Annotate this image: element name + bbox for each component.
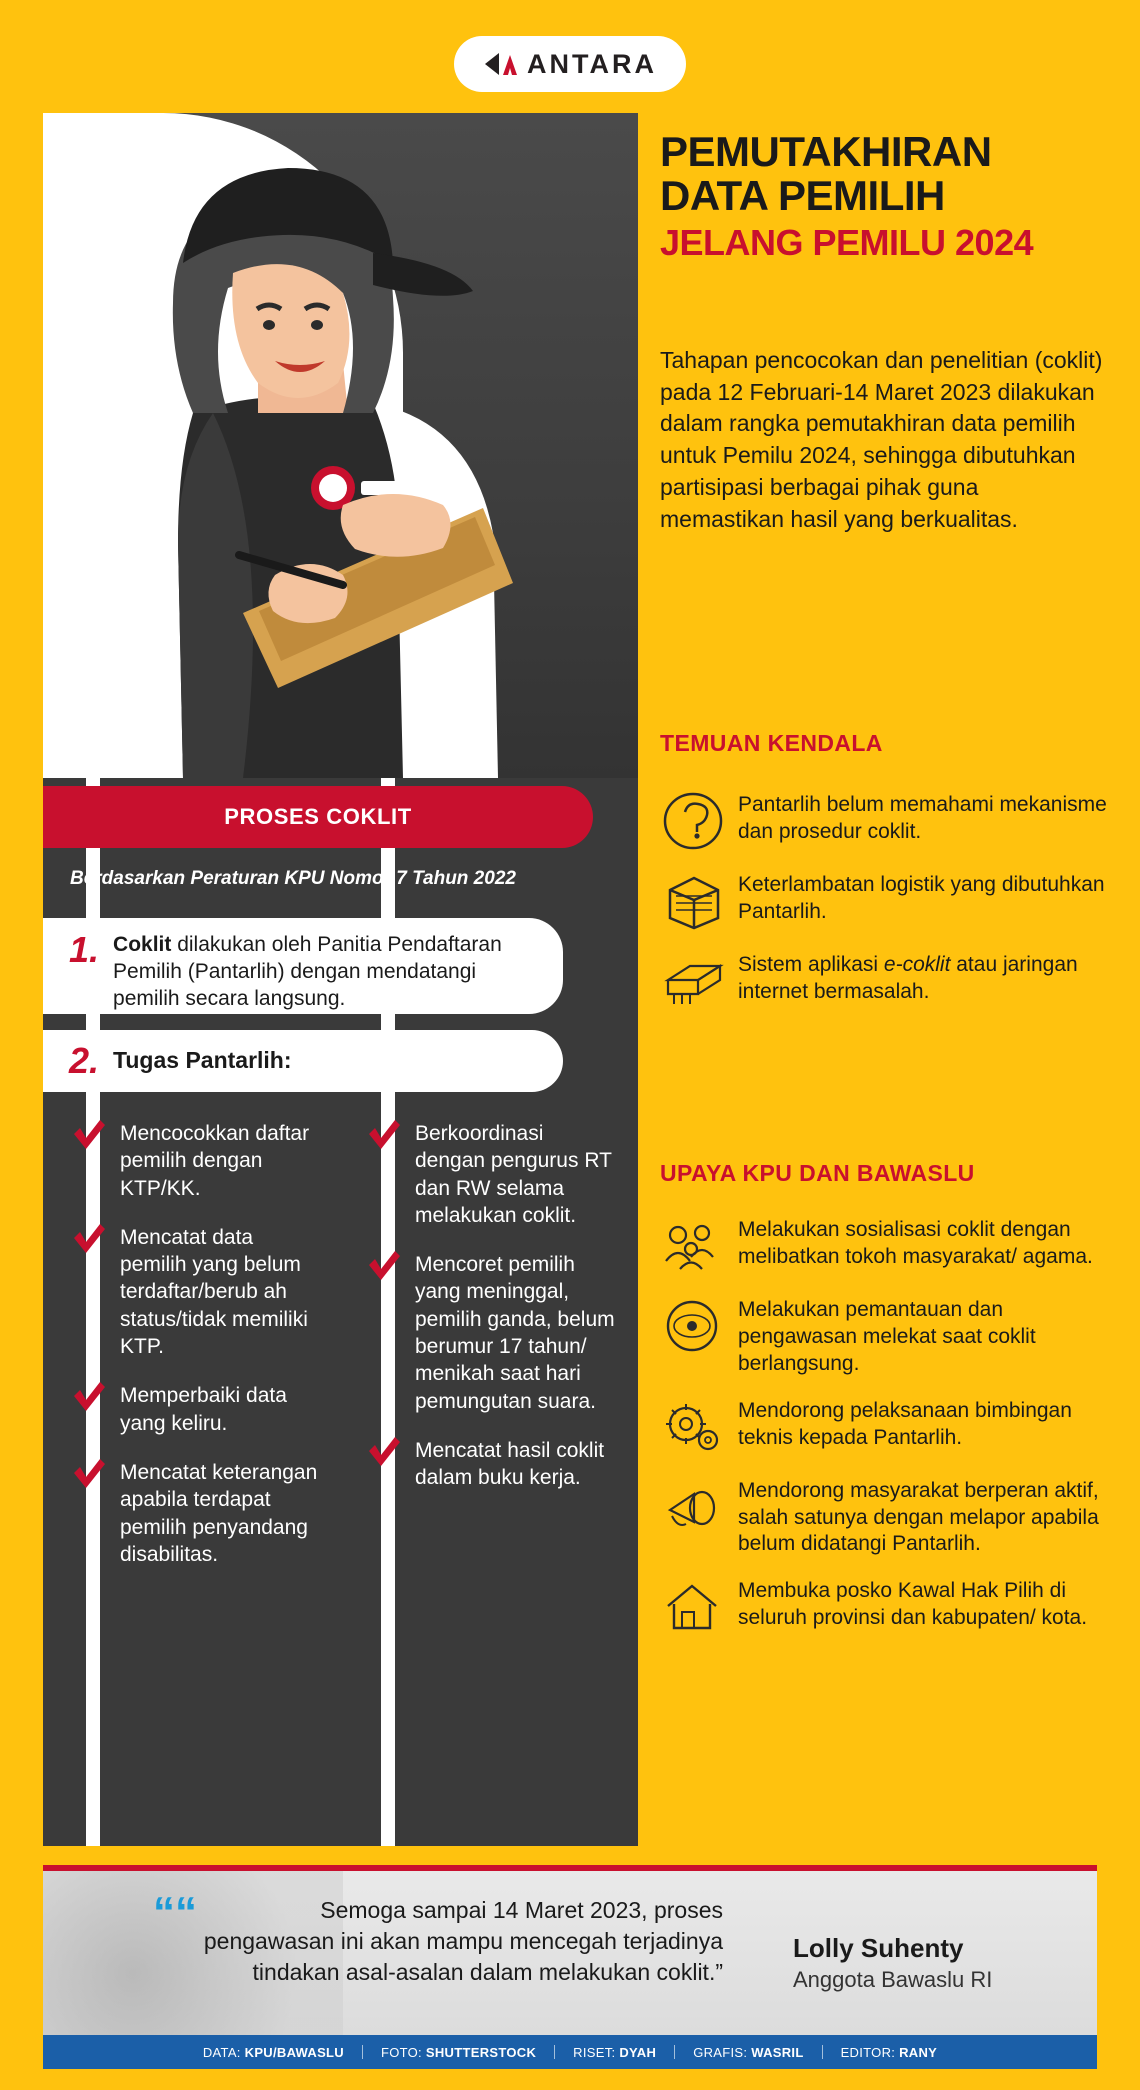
credit-item [363, 2045, 554, 2060]
pantarlih-illustration [43, 113, 638, 778]
box-package-icon [660, 870, 738, 932]
task-item [367, 1251, 617, 1415]
title-line-1: PEMUTAKHIRAN [660, 128, 992, 175]
list-item-text-after: atau jaringan internet bermasalah. [738, 953, 1078, 1003]
antara-logo-icon [483, 49, 517, 79]
task-item [367, 1120, 617, 1229]
task-label: Mencatat keterangan apabila terdapat pemilih penyandang disabilitas. [120, 1460, 318, 1566]
list-item-label: Keterlambatan logistik yang dibutuhkan Pantarlih. [738, 873, 1105, 923]
house-post-icon [660, 1576, 738, 1638]
list-item [660, 870, 1110, 932]
step-text-2: Tugas Pantarlih: [113, 1047, 292, 1074]
list-item-label: Melakukan sosialisasi coklit dengan melibatkan tokoh masyarakat/ agama. [738, 1218, 1093, 1268]
step-text-1 [113, 932, 537, 1013]
task-item [72, 1382, 322, 1437]
check-icon [72, 1382, 106, 1412]
step-card-1 [43, 918, 563, 1014]
check-icon [72, 1120, 106, 1150]
step-bold-1: Coklit [113, 933, 172, 956]
megaphone-report-icon [660, 1476, 738, 1538]
proses-coklit-title: PROSES COKLIT [224, 804, 412, 829]
question-mark-icon [660, 790, 738, 852]
task-item [367, 1437, 617, 1492]
check-icon [367, 1437, 401, 1467]
credit-item [675, 2045, 821, 2060]
credit-value: WASRIL [751, 2044, 804, 2060]
task-label: Mencoret pemilih yang meninggal, pemilih ganda, belum berumur 17 tahun/ menikah saat hari pemungutan suara. [415, 1253, 615, 1413]
list-item-label: Melakukan pemantauan dan pengawasan melekat saat coklit berlangsung. [738, 1298, 1036, 1375]
intro-paragraph: Tahapan pencocokan dan penelitian (coklit) pada 12 Februari-14 Maret 2023 dilakukan dalam rangka pemutakhiran data pemilih untuk Pemilu 2024, sehingga dibutuhkan partisipasi berbagai pihak guna memastikan hasil yang berkualitas. [660, 347, 1103, 532]
credit-label: EDITOR: [840, 2044, 896, 2060]
proses-coklit-basis: Berdasarkan Peraturan KPU Nomor 7 Tahun 2022 [70, 868, 516, 889]
proses-coklit-banner [43, 786, 593, 848]
list-item [660, 1476, 1110, 1559]
title-subtitle: JELANG PEMILU 2024 [660, 222, 1034, 264]
credit-label: RISET: [573, 2044, 616, 2060]
list-item-text-before: Sistem aplikasi [738, 953, 884, 976]
task-label: Mencatat data pemilih yang belum terdaftar/berub ah status/tidak memiliki KTP. [120, 1225, 308, 1359]
list-item [660, 1295, 1110, 1378]
check-icon [367, 1120, 401, 1150]
tasks-column-right [367, 1120, 617, 1514]
list-item-label: Membuka posko Kawal Hak Pilih di seluruh provinsi dan kabupaten/ kota. [738, 1579, 1088, 1630]
credits-bar [43, 2035, 1097, 2069]
task-item [72, 1224, 322, 1360]
credit-value: SHUTTERSTOCK [425, 2044, 537, 2060]
quote-mark-icon: ““ [153, 1888, 197, 1937]
quote-author-name: Lolly Suhenty [793, 1933, 964, 1963]
eye-monitoring-icon [660, 1295, 738, 1357]
credit-label: FOTO: [380, 2044, 422, 2060]
step-card-2 [43, 1030, 563, 1092]
credit-label: GRAFIS: [693, 2044, 748, 2060]
antara-logo-text: ANTARA [527, 48, 657, 79]
antara-logo [454, 36, 686, 92]
list-item [660, 1215, 1110, 1277]
quote-author-role: Anggota Bawaslu RI [793, 1967, 993, 1992]
credit-item [823, 2045, 956, 2060]
page-title [660, 130, 1100, 262]
step-rest-1: dilakukan oleh Panitia Pendaftaran Pemilih (Pantarlih) dengan mendatangi pemilih secara langsung. [113, 933, 502, 1010]
task-label: Memperbaiki data yang keliru. [120, 1384, 287, 1435]
list-item-label [738, 950, 1110, 1006]
list-item [660, 1576, 1110, 1638]
check-icon [72, 1224, 106, 1254]
check-icon [367, 1251, 401, 1281]
credit-item [185, 2045, 362, 2060]
credit-item [555, 2045, 674, 2060]
title-line-2: DATA PEMILIH [660, 172, 945, 220]
step-number-1: 1. [69, 929, 100, 970]
list-item-label: Pantarlih belum memahami mekanisme dan prosedur coklit. [738, 793, 1107, 843]
gears-training-icon [660, 1396, 738, 1458]
section-heading-upaya: UPAYA KPU DAN BAWASLU [660, 1160, 975, 1186]
tasks-column-left [72, 1120, 322, 1590]
section-heading-temuan: TEMUAN KENDALA [660, 730, 883, 756]
credit-value: KPU/BAWASLU [244, 2044, 344, 2060]
task-item [72, 1120, 322, 1202]
quote-band [43, 1865, 1097, 2035]
people-group-icon [660, 1215, 738, 1277]
list-item-label: Mendorong masyarakat berperan aktif, salah satunya dengan melapor apabila belum didatangi Pantarlih. [738, 1478, 1099, 1556]
list-item [660, 1396, 1110, 1458]
step-number-2: 2. [69, 1040, 100, 1081]
server-network-icon [660, 950, 738, 1012]
upaya-list [660, 1215, 1110, 1656]
list-item-label: Mendorong pelaksanaan bimbingan teknis kepada Pantarlih. [738, 1398, 1072, 1449]
task-label: Berkoordinasi dengan pengurus RT dan RW selama melakukan coklit. [415, 1122, 612, 1227]
credit-label: DATA: [202, 2044, 241, 2060]
quote-text: Semoga sampai 14 Maret 2023, proses pengawasan ini akan mampu mencegah terjadinya tindakan asal-asalan dalam melakukan coklit.” [203, 1897, 723, 1986]
illustration-panel [43, 113, 638, 778]
credit-value: DYAH [619, 2044, 657, 2060]
task-label: Mencocokkan daftar pemilih dengan KTP/KK. [120, 1122, 310, 1200]
credit-value: RANY [899, 2044, 938, 2060]
list-item-text-italic: e-coklit [883, 953, 951, 976]
task-item [72, 1459, 322, 1568]
check-icon [72, 1459, 106, 1489]
task-label: Mencatat hasil coklit dalam buku kerja. [415, 1438, 605, 1490]
temuan-list [660, 790, 1110, 1030]
list-item [660, 790, 1110, 852]
list-item [660, 950, 1110, 1012]
